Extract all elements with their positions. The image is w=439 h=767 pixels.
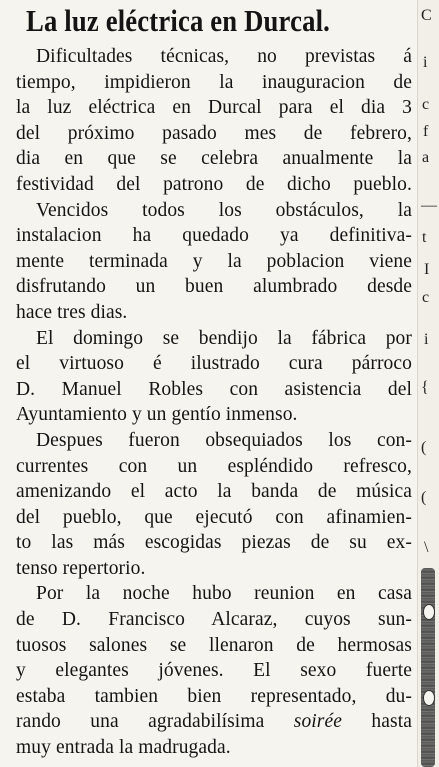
paragraph-1 bbox=[16, 44, 412, 198]
text-line: to las más escogidas piezas de su ex- bbox=[16, 532, 412, 554]
text-segment: hasta bbox=[342, 711, 412, 733]
text-line: del próximo pasado mes de febrero, bbox=[16, 122, 412, 144]
text-segment: rando una agradabilísima bbox=[16, 711, 294, 733]
text-line: el virtuoso é ilustrado cura párroco bbox=[16, 353, 412, 375]
binding-hole bbox=[423, 690, 435, 706]
edge-char: { bbox=[421, 379, 429, 396]
text-line: tuosos salones se llenaron de hermosas bbox=[16, 634, 412, 656]
text-line: El domingo se bendijo la fábrica por bbox=[36, 327, 412, 349]
text-line: Por la noche hubo reunion en casa bbox=[36, 583, 412, 605]
text-line: muy entrada la madrugada. bbox=[16, 737, 231, 759]
text-line: hace tres dias. bbox=[16, 301, 128, 323]
text-line: disfrutando un buen alumbrado desde bbox=[16, 276, 412, 298]
edge-char: \ bbox=[424, 539, 429, 556]
text-line: la luz eléctrica en Durcal para el dia 3 bbox=[16, 97, 412, 119]
edge-char: c bbox=[422, 96, 430, 113]
text-line: mente terminada y la poblacion viene bbox=[16, 250, 412, 272]
edge-char: ( bbox=[421, 439, 427, 456]
binding-strip bbox=[421, 568, 435, 767]
text-line: y elegantes jóvenes. El sexo fuerte bbox=[16, 660, 412, 682]
paragraph-3 bbox=[16, 326, 412, 428]
text-line: del pueblo, que ejecutó con afinamien- bbox=[16, 506, 412, 528]
italic-word: soirée bbox=[293, 711, 343, 733]
text-line: Ayuntamiento y un gentío inmenso. bbox=[16, 404, 298, 426]
text-line: amenizando el acto la banda de música bbox=[16, 481, 412, 503]
text-line: instalacion ha quedado ya definitiva- bbox=[16, 225, 412, 247]
text-line: de D. Francisco Alcaraz, cuyos sun- bbox=[16, 609, 412, 631]
edge-char: t bbox=[422, 229, 427, 246]
binding-hole bbox=[423, 604, 435, 620]
text-line: Dificultades técnicas, no previstas á bbox=[36, 46, 412, 67]
edge-char: c bbox=[422, 289, 430, 306]
article-title: La luz eléctrica en Durcal. bbox=[26, 3, 330, 38]
edge-char: f bbox=[423, 123, 429, 140]
edge-char: ( bbox=[421, 489, 427, 506]
edge-char: — bbox=[421, 197, 437, 214]
text-line: dia en que se celebra anualmente la bbox=[16, 148, 412, 170]
text-line: festividad del patrono de dicho pueblo. bbox=[16, 173, 412, 195]
text-line: Despues fueron obsequiados los con- bbox=[36, 429, 412, 451]
paragraph-4 bbox=[16, 428, 412, 582]
edge-char: i bbox=[424, 331, 429, 348]
edge-char: C bbox=[421, 7, 432, 24]
text-line: currentes con un espléndido refresco, bbox=[16, 455, 412, 477]
paragraph-5 bbox=[16, 581, 412, 760]
paragraph-2 bbox=[16, 198, 412, 326]
edge-char: i bbox=[423, 54, 428, 71]
article-column bbox=[16, 0, 412, 761]
text-line: D. Manuel Robles con asistencia del bbox=[16, 378, 412, 400]
text-line-with-italic bbox=[16, 709, 412, 735]
edge-char: I bbox=[424, 261, 430, 278]
text-line: estaba tambien bien representado, du- bbox=[16, 685, 412, 707]
text-line: tenso repertorio. bbox=[16, 557, 146, 579]
text-line: tiempo, impidieron la inauguracion de bbox=[16, 71, 412, 93]
text-line: Vencidos todos los obstáculos, la bbox=[36, 199, 412, 221]
edge-char: a bbox=[422, 149, 430, 166]
